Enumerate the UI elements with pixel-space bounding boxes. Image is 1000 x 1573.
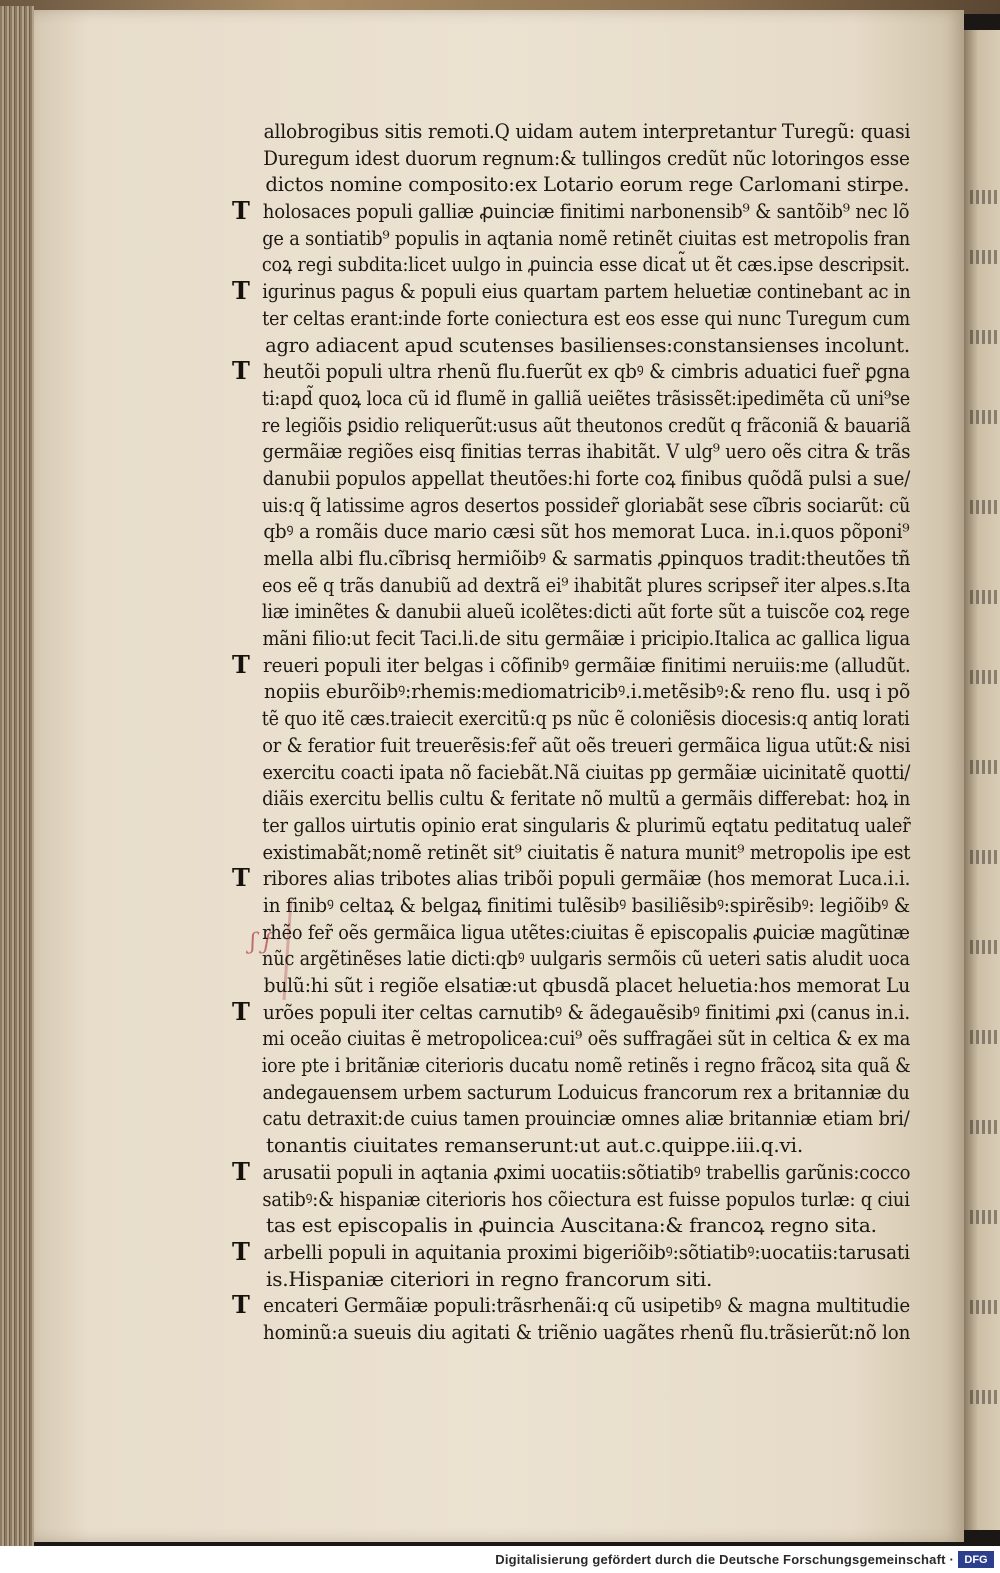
text-line (232, 1319, 944, 1346)
line-text: dictos nomine composito:ex Lotario eorum rege Carlomani stirpe. (265, 172, 910, 197)
line-text: mi oceão ciuitas ẽ metropolicea:cui⁹ oẽs suffragãei sũt in celtica & ex ma (262, 1026, 911, 1051)
line-text: tẽ quo itẽ cæs.traiecit exercitũ:q ps nũc ẽ coloniẽsis diocesis:q antiq lorati (261, 706, 910, 731)
dfg-logo: DFG (958, 1551, 994, 1568)
line-text: nũc argẽtinẽses latie dicti:qbꝰ uulgaris sermõis cũ ueteri satis aludit uoca (262, 946, 910, 971)
text-line (232, 118, 944, 145)
line-text: bulũ:hi sũt i regiõe elsatiæ:ut qbusdã placet heluetia:hos memorat Lu (263, 973, 910, 997)
line-text: agro adiacent apud scutenses basilienses:constansienses incolunt. (265, 332, 910, 357)
text-line (232, 1079, 944, 1106)
text-line (232, 465, 944, 492)
text-line (232, 358, 944, 385)
line-text: igurinus pagus & populi eius quartam partem heluetiæ continebant ac in (262, 279, 911, 304)
text-line (232, 972, 944, 999)
line-text: ge a sontiatib⁹ populis in aqtania nomẽ retinẽt ciuitas est metropolis fran (262, 225, 911, 250)
text-line (232, 625, 944, 652)
line-text: or & feratior fuit treuerẽsis:fer̃ aũt oẽs treueri germãica ligua utũt:& nisi (262, 732, 911, 757)
line-text: liæ iminẽtes & danubii alueũ icolẽtes:dicti aũt forte sũt a tuiscõe coꝝ rege (261, 599, 910, 624)
margin-annotation: ʃ ƒ (250, 930, 272, 955)
line-text: mãni filio:ut fecit Taci.li.de situ germãiæ i pricipio.Italica ac gallica ligua (262, 626, 911, 651)
line-text: arbelli populi in aquitania proximi bigeriõibꝰ:sõtiatibꝰ:uocatiis:tarusati (263, 1239, 910, 1264)
line-text: eos eẽ q trãs danubiũ ad dextrã ei⁹ ihabitãt plures scripser̃ iter alpes.s.Ita (262, 572, 911, 597)
line-text: existimabãt;nomẽ retinẽt sit⁹ ciuitatis ẽ natura munit⁹ metropolis ipe est (262, 839, 911, 864)
text-line (232, 919, 944, 946)
line-text: tonantis ciuitates remanserunt:ut aut.c.quippe.iii.q.vi. (266, 1133, 803, 1158)
text-line (232, 145, 944, 172)
initial-letter: T (232, 1156, 250, 1186)
initial-letter: T (232, 863, 250, 893)
line-text: danubii populos appellat theutões:hi forte coꝝ finibus quõdã pulsi a sue/ (262, 465, 911, 490)
line-text: exercitu coacti ipata nõ faciebãt.Nã ciuitas pp germãiæ uicinitatẽ quotti/ (262, 759, 911, 784)
text-line (232, 598, 944, 625)
line-text: coꝝ regi subdita:licet uulgo in ꝓuincia esse dicat̃ ut ẽt cæs.ipse descripsit. (261, 252, 910, 277)
text-line (232, 1236, 944, 1266)
line-text: tas est episcopalis in ꝓuincia Auscitana:& francoꝝ regno sita. (266, 1213, 877, 1238)
text-line (232, 1186, 944, 1213)
text-line (232, 732, 944, 759)
line-text: holosaces populi galliæ ꝓuinciæ finitimi narbonensib⁹ & santõib⁹ nec lõ (262, 199, 910, 224)
text-line (232, 492, 944, 519)
text-line (232, 518, 944, 545)
line-text: catu detraxit:de cuius tamen prouinciæ omnes aliæ britanniæ etiam bri/ (262, 1106, 910, 1131)
line-text: andegauensem urbem sacturum Loduicus francorum rex a britanniæ du (262, 1079, 910, 1104)
line-text: uis:q q̃ latissime agros desertos possider̃ gloriabãt sese cĩbris sociarũt: cũ (261, 492, 911, 517)
initial-letter: T (232, 1236, 250, 1266)
text-line (232, 1212, 944, 1239)
text-line (232, 945, 944, 972)
line-text: re legiõis ꝑsidio reliquerũt:usus aũt theutonos credũt q frãconiã & bauariã (261, 412, 911, 437)
text-line (232, 572, 944, 599)
line-text: satibꝰ:& hispaniæ citerioris hos cõiectura est fuisse populos turlæ: q ciui (262, 1186, 910, 1211)
initial-letter: T (232, 196, 250, 226)
text-line (232, 649, 944, 679)
line-text: is.Hispaniæ citeriori in regno francorum siti. (266, 1266, 713, 1291)
text-line (232, 1156, 944, 1186)
text-line (232, 1266, 944, 1293)
initial-letter: T (232, 1290, 250, 1320)
line-text: in finibꝰ celtaꝝ & belgaꝝ finitimi tulẽsibꝰ basiliẽsibꝰ:spirẽsibꝰ: legiõibꝰ & (263, 892, 910, 917)
text-line (232, 438, 944, 465)
initial-letter: T (232, 649, 250, 679)
initial-letter: T (232, 276, 250, 306)
line-text: iore pte i britãniæ citerioris ducatu nomẽ retinẽs i regno frãcoꝝ sita quã & (261, 1053, 911, 1078)
line-text: germãiæ regiões eisq finitias terras ihabitãt. V ulg⁹ uero oẽs citra & trãs (262, 439, 911, 464)
line-text: Duregum idest duorum regnum:& tullingos credũt nũc lotoringos esse (263, 145, 910, 170)
line-text: ter gallos uirtutis opinio erat singularis & plurimũ eqtatu peditatuq ualer̃ (262, 812, 911, 837)
text-line (232, 385, 944, 412)
text-line (232, 839, 944, 866)
text-line (232, 705, 944, 732)
text-line (232, 1025, 944, 1052)
line-text: ribores alias tribotes alias tribõi populi germãiæ (hos memorat Luca.i.i. (262, 866, 911, 891)
footer-credit: Digitalisierung gefördert durch die Deutsche Forschungsgemeinschaft · (495, 1552, 954, 1567)
text-line (232, 332, 944, 359)
line-text: qbꝰ a romãis duce mario cæsi sũt hos memorat Luca. in.i.quos põponi⁹ (263, 519, 910, 544)
text-line (232, 278, 944, 305)
line-text: urões populi iter celtas carnutibꝰ & ãdegauẽsibꝰ finitimi ꝓxi (canus in.i. (263, 999, 910, 1024)
line-text: mella albi flu.cĩbrisq hermiõibꝰ & sarmatis ꝓpinquos tradit:theutões tñ (263, 546, 911, 570)
text-line (232, 225, 944, 252)
text-line (232, 251, 944, 278)
line-text: arusatii populi in aqtania ꝓximi uocatiis:sõtiatibꝰ trabellis garũnis:cocco (262, 1159, 911, 1184)
line-text: ti:apd̃ quoꝝ loca cũ id flumẽ in galliã ueiẽtes trãsissẽt:ipedimẽta cũ uni⁹se (262, 385, 911, 410)
line-text: nopiis eburõibꝰ:rhemis:mediomatricibꝰ.i.metẽsibꝰ:& reno flu. usq i põ (263, 679, 911, 704)
text-line (232, 171, 944, 198)
printed-text-block (232, 118, 944, 1346)
line-text: heutõi populi ultra rhenũ flu.fuerũt ex qbꝰ & cimbris aduatici fuer̃ ꝑgna (262, 359, 911, 384)
facing-page-sliver (964, 30, 1000, 1530)
book-page-edges (0, 6, 34, 1546)
text-line (232, 1052, 944, 1079)
text-line (232, 545, 944, 572)
text-line (232, 785, 944, 812)
text-line (232, 1292, 944, 1319)
text-line (232, 678, 944, 705)
text-line (232, 812, 944, 839)
line-text: allobrogibus sitis remoti.Q uidam autem interpretantur Turegũ: quasi (263, 119, 911, 143)
text-line (232, 1132, 944, 1159)
initial-letter: T (232, 996, 250, 1026)
text-line (232, 759, 944, 786)
text-line (232, 892, 944, 919)
initial-letter: T (232, 356, 250, 386)
text-line (232, 865, 944, 892)
text-line (232, 198, 944, 225)
line-text: diãis exercitu bellis cultu & feritate nõ multũ a germãis differebat: hoꝝ in (262, 786, 911, 811)
text-line (232, 996, 944, 1026)
text-line (232, 305, 944, 332)
text-line (232, 412, 944, 439)
line-text: encateri Germãiæ populi:trãsrhenãi:q cũ usipetibꝰ & magna multitudie (263, 1293, 910, 1318)
line-text: reueri populi iter belgas i cõfinibꝰ germãiæ finitimi neruiis:me (alludũt. (263, 652, 911, 677)
line-text: hominũ:a sueuis diu agitati & triẽnio uagãtes rhenũ flu.trãsierũt:nõ lon (263, 1319, 911, 1344)
text-line (232, 1105, 944, 1132)
line-text: rhẽo fer̃ oẽs germãica ligua utẽtes:ciuitas ẽ episcopalis ꝓuiciæ magũtinæ (262, 919, 910, 944)
line-text: ter celtas erant:inde forte coniectura est eos esse qui nunc Turegum cum (262, 305, 910, 330)
